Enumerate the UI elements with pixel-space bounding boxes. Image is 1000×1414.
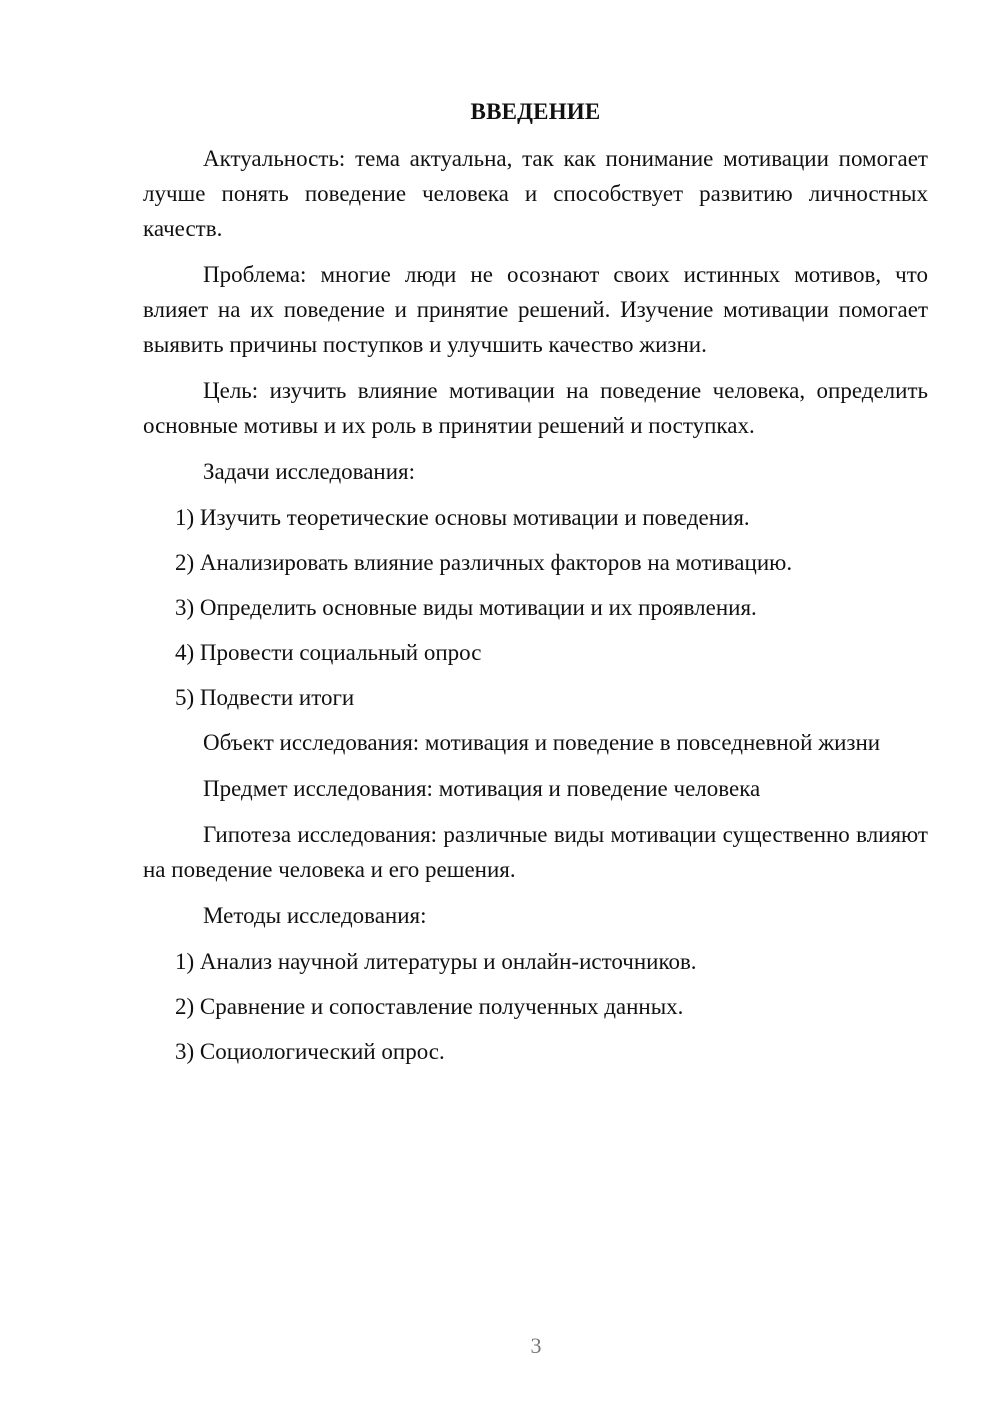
method-item: 2) Сравнение и сопоставление полученных данных. <box>175 994 684 1019</box>
page-number: 3 <box>530 1333 542 1358</box>
tasks-heading: Задачи исследования: <box>203 459 416 484</box>
methods-list <box>143 944 928 1069</box>
task-item: 4) Провести социальный опрос <box>175 640 482 665</box>
task-item: 1) Изучить теоретические основы мотивации и поведения. <box>175 505 750 530</box>
task-item: 2) Анализировать влияние различных факторов на мотивацию. <box>175 550 793 575</box>
problem-paragraph: Проблема: многие люди не осознают своих истинных мотивов, что влияет на их поведение и принятие решений. Изучение мотивации помогает выявить причины поступков и улучшить качество жизни. <box>143 262 928 357</box>
method-item: 1) Анализ научной литературы и онлайн-источников. <box>175 949 697 974</box>
section-title: ВВЕДЕНИЕ <box>470 99 601 124</box>
tasks-list <box>143 500 928 715</box>
task-item: 5) Подвести итоги <box>175 685 355 710</box>
relevance-paragraph: Актуальность: тема актуальна, так как понимание мотивации помогает лучше понять поведение человека и способствует развитию личностных качеств. <box>143 146 928 241</box>
page-content <box>143 94 928 1079</box>
task-item: 3) Определить основные виды мотивации и их проявления. <box>175 595 757 620</box>
goal-paragraph: Цель: изучить влияние мотивации на поведение человека, определить основные мотивы и их роль в принятии решений и поступках. <box>143 378 928 438</box>
methods-heading: Методы исследования: <box>203 903 427 928</box>
subject-paragraph: Предмет исследования: мотивация и поведение человека <box>203 776 761 801</box>
method-item: 3) Социологический опрос. <box>175 1039 445 1064</box>
hypothesis-paragraph: Гипотеза исследования: различные виды мотивации существенно влияют на поведение человека и его решения. <box>143 822 928 882</box>
object-paragraph: Объект исследования: мотивация и поведение в повседневной жизни <box>203 730 881 755</box>
